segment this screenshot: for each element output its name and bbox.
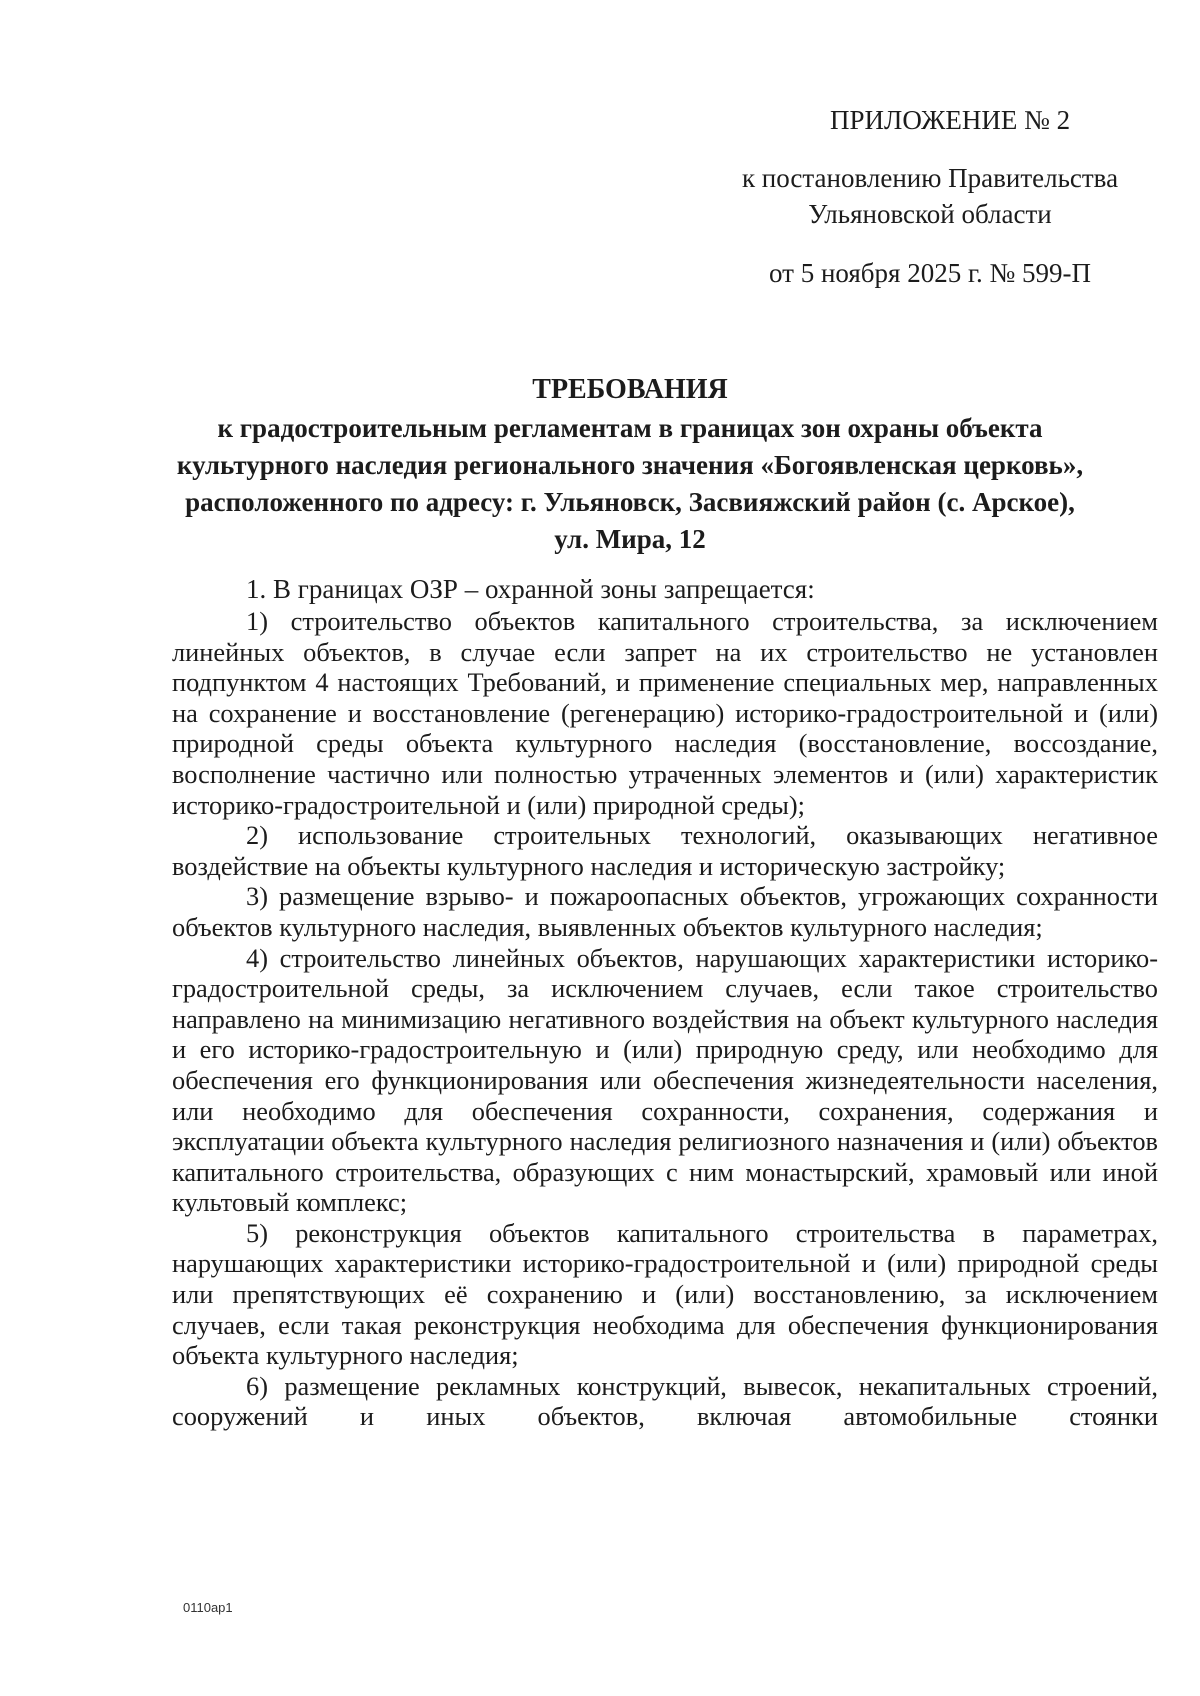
list-item: 5) реконструкция объектов капитального строительства в параметрах, нарушающих характеристики историко-градостроительной и (или) природной среды или препятствующих её сохранению и (или) восстановлению, за исключением случаев, если такая реконструкция необходима для обеспечения функционирования объекта культурного наследия;: [172, 1217, 1158, 1371]
decree-reference: [700, 160, 1160, 232]
decree-date-number: от 5 ноября 2025 г. № 599-П: [769, 258, 1091, 288]
list-item: 2) использование строительных технологий, оказывающих негативное воздействие на объекты культурного наследия и историческую застройку;: [172, 820, 1158, 881]
document-body: [172, 572, 1158, 1432]
list-item: 1) строительство объектов капитального строительства, за исключением линейных объектов, в случае если запрет на их строительство не установлен подпунктом 4 настоящих Требований, и применение специальных мер, направленных на сохранение и восстановление (регенерацию) историко-градостроительной и (или) природной среды объекта культурного наследия (восстановление, воссоздание, восполнение частично или полностью утраченных элементов и (или) характеристик историко-градостроительной и (или) природной среды);: [172, 606, 1158, 820]
document-subtitle: [150, 410, 1110, 558]
subtitle-line: к градостроительным регламентам в границах зон охраны объекта: [217, 413, 1043, 443]
attachment-number: ПРИЛОЖЕНИЕ № 2: [830, 105, 1071, 135]
document-code: 0110ap1: [183, 1600, 233, 1615]
decree-reference-line: к постановлению Правительства: [741, 163, 1119, 193]
list-item: 3) размещение взрыво- и пожароопасных объектов, угрожающих сохранности объектов культурного наследия, выявленных объектов культурного наследия;: [172, 881, 1158, 942]
title-block: [150, 370, 1110, 558]
subtitle-line: расположенного по адресу: г. Ульяновск, Засвияжский район (с. Арское),: [185, 487, 1075, 517]
list-item: 4) строительство линейных объектов, нарушающих характеристики историко-градостроительной среды, за исключением случаев, если такое строительство направлено на минимизацию негативного воздействия на объект культурного наследия и его историко-градостроительную и (или) природную среду, или необходимо для обеспечения его функционирования или обеспечения жизнедеятельности населения, или необходимо для обеспечения сохранности, сохранения, содержания и эксплуатации объекта культурного наследия религиозного назначения и (или) объектов капитального строительства, образующих с ним монастырский, храмовый или иной культовый комплекс;: [172, 942, 1158, 1218]
document-title: ТРЕБОВАНИЯ: [532, 374, 728, 405]
decree-reference-line: Ульяновской области: [808, 199, 1052, 229]
subtitle-line: ул. Мира, 12: [554, 524, 706, 554]
section-heading: 1. В границах ОЗР – охранной зоны запрещается:: [246, 574, 815, 604]
list-item: 6) размещение рекламных конструкций, вывесок, некапитальных строений, сооружений и иных объектов, включая автомобильные стоянки: [172, 1370, 1158, 1432]
subtitle-line: культурного наследия регионального значения «Богоявленская церковь»,: [176, 450, 1084, 480]
